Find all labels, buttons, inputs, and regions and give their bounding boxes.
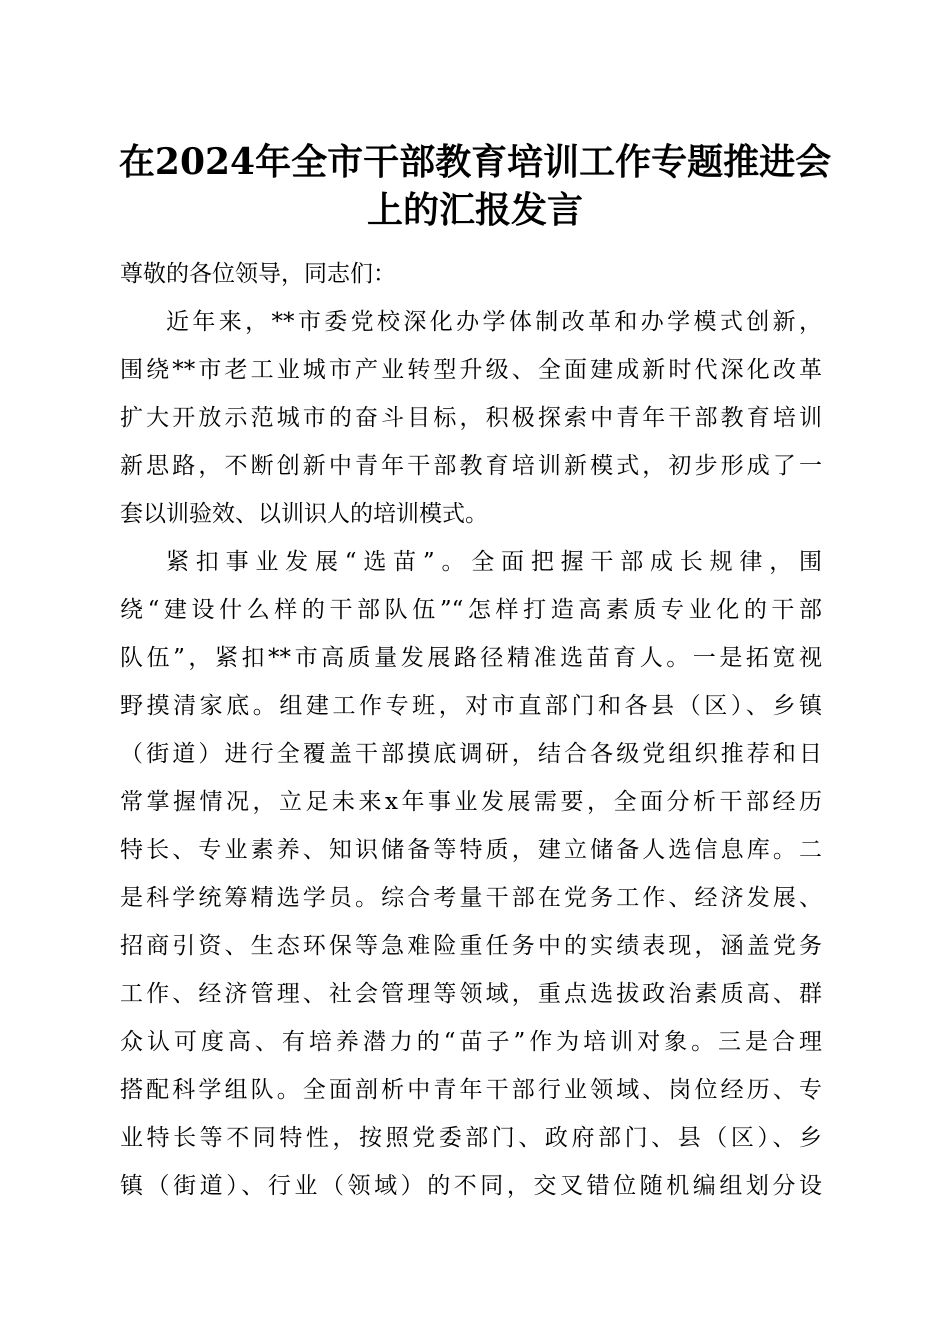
document-body — [120, 250, 822, 1210]
body-line: 是科学统筹精选学员。综合考量干部在党务工作、经济发展、 — [120, 885, 822, 911]
body-line: 常掌握情况，立足未来x年事业发展需要，全面分析干部经历 — [120, 789, 822, 815]
body-line: 绕“建设什么样的干部队伍”“怎样打造高素质专业化的干部 — [120, 597, 822, 623]
title-line-2: 上的汇报发言 — [366, 189, 583, 231]
document-title — [100, 138, 850, 234]
title-line-1: 在2024年全市干部教育培训工作专题推进会 — [118, 141, 832, 183]
body-line: 搭配科学组队。全面剖析中青年干部行业领域、岗位经历、专 — [120, 1077, 822, 1103]
body-line: 套以训验效、以训识人的培训模式。 — [120, 501, 488, 527]
body-line: 围绕**市老工业城市产业转型升级、全面建成新时代深化改革 — [120, 357, 822, 383]
body-line: 镇（街道）、行业（领域）的不同，交叉错位随机编组划分设 — [120, 1173, 822, 1199]
body-line: 新思路，不断创新中青年干部教育培训新模式，初步形成了一 — [120, 453, 822, 479]
body-line: 工作、经济管理、社会管理等领域，重点选拔政治素质高、群 — [120, 981, 822, 1007]
body-line: 近年来，**市委党校深化办学体制改革和办学模式创新， — [166, 309, 822, 335]
body-line: 队伍”，紧扣**市高质量发展路径精准选苗育人。一是拓宽视 — [120, 645, 822, 671]
body-line: 扩大开放示范城市的奋斗目标，积极探索中青年干部教育培训 — [120, 405, 822, 431]
body-line: 野摸清家底。组建工作专班，对市直部门和各县（区）、乡镇 — [120, 693, 822, 719]
body-line: 招商引资、生态环保等急难险重任务中的实绩表现，涵盖党务 — [120, 933, 822, 959]
body-line: （街道）进行全覆盖干部摸底调研，结合各级党组织推荐和日 — [120, 741, 822, 767]
body-line: 众认可度高、有培养潜力的“苗子”作为培训对象。三是合理 — [120, 1029, 822, 1055]
body-line: 紧扣事业发展“选苗”。全面把握干部成长规律，围 — [166, 549, 822, 575]
salutation: 尊敬的各位领导，同志们： — [120, 261, 396, 287]
body-line: 业特长等不同特性，按照党委部门、政府部门、县（区）、乡 — [120, 1125, 822, 1151]
body-line: 特长、专业素养、知识储备等特质，建立储备人选信息库。二 — [120, 837, 822, 863]
